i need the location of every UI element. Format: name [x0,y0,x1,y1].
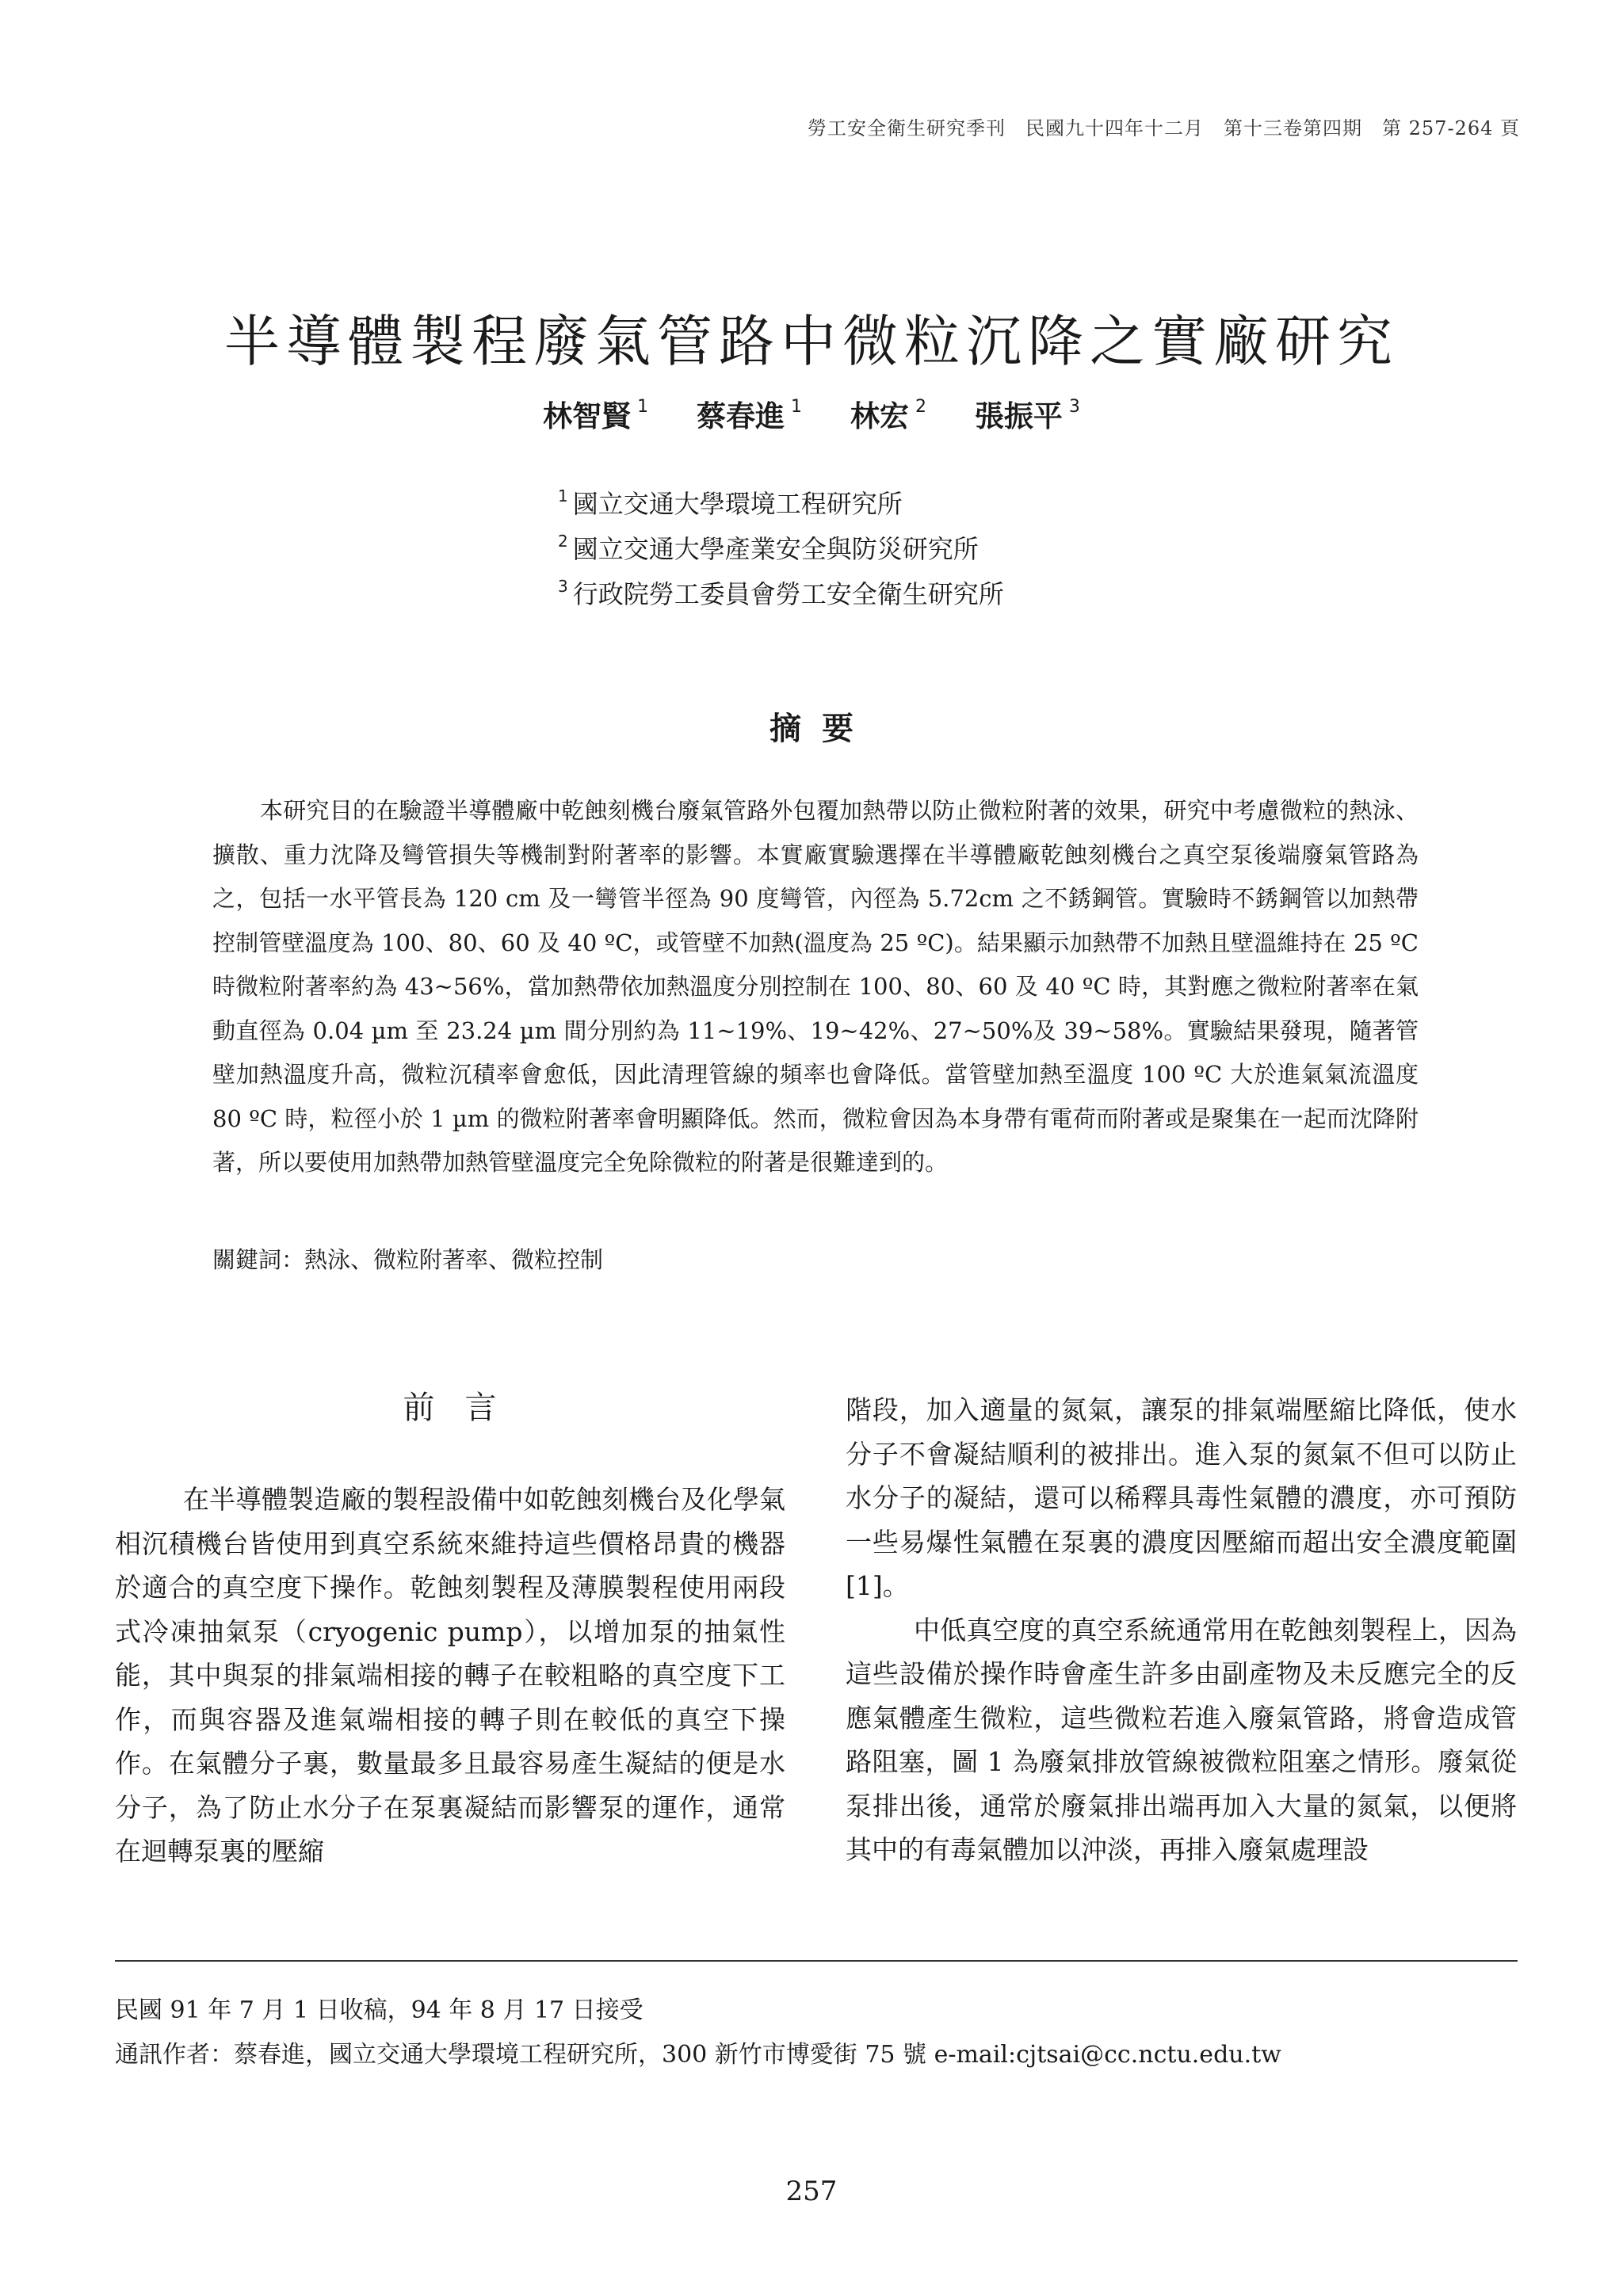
page-number: 257 [785,2176,838,2207]
affiliation: $^2$ 國立交通大學產業安全與防災研究所 [558,532,979,564]
right-column [846,1388,1517,1872]
running-header: 勞工安全衛生研究季刊 民國九十四年十二月 第十三卷第四期 第 257-264 頁 [808,117,1520,139]
intro-paragraph: 在半導體製造廠的製程設備中如乾蝕刻機台及化學氣相沉積機台皆使用到真空系統來維持這些價格昂貴的機器於適合的真空度下操作。乾蝕刻製程及薄膜製程使用兩段式冷凍抽氣泵（cryogenic pump），以增加泵的抽氣性能，其中與泵的排氣端相接的轉子在較粗略的真空度下工作，而與容器及進氣端相接的轉子則在較低的真空下操作。在氣體分子裏，數量最多且最容易產生凝結的便是水分子，為了防止水分子在泵裏凝結而影響泵的運作，通常在迴轉泵裏的壓縮 [115,1484,785,1867]
paper-title: 半導體製程廢氣管路中微粒沉降之實廠研究 [224,308,1399,374]
author: 林宏 $^2$ [850,397,926,433]
intro-heading: 前言 [403,1390,527,1426]
abstract-heading: 摘要 [769,711,874,747]
keywords: 關鍵詞：熱泳、微粒附著率、微粒控制 [212,1246,604,1273]
intro-paragraph: 中低真空度的真空系統通常用在乾蝕刻製程上，因為這些設備於操作時會產生許多由副產物及未反應完全的反應氣體產生微粒，這些微粒若進入廢氣管路，將會造成管路阻塞，圖 1 為廢氣排放管線被微粒阻塞之情形。廢氣從泵排出後，通常於廢氣排出端再加入大量的氮氣，以便將其中的有毒氣體加以沖淡，再排入廢氣處理設 [846,1614,1517,1865]
left-column [115,1478,785,1874]
author-list [0,392,1623,435]
affiliation-list [558,474,1004,609]
intro-paragraph: 階段，加入適量的氮氣，讓泵的排氣端壓縮比降低，使水分子不會凝結順利的被排出。進入泵的氮氣不但可以防止水分子的凝結，還可以稀釋具毒性氣體的濃度，亦可預防一些易爆性氣體在泵裏的濃度因壓縮而超出安全濃度範圍[1]。 [846,1394,1517,1601]
correspondence-note: 通訊作者：蔡春進，國立交通大學環境工程研究所，300 新竹市博愛街 75 號 e-mail:cjtsai@cc.nctu.edu.tw [115,2041,1281,2069]
abstract-body: 本研究目的在驗證半導體廠中乾蝕刻機台廢氣管路外包覆加熱帶以防止微粒附著的效果，研究中考慮微粒的熱泳、擴散、重力沈降及彎管損失等機制對附著率的影響。本實廠實驗選擇在半導體廠乾蝕刻機台之真空泵後端廢氣管路為之，包括一水平管長為 120 cm 及一彎管半徑為 90 度彎管，內徑為 5.72cm 之不銹鋼管。實驗時不銹鋼管以加熱帶控制管壁溫度為 100、80、60 及 40 ºC，或管壁不加熱(溫度為 25 ºC)。結果顯示加熱帶不加熱且壁溫維持在 25 ºC 時微粒附著率約為 43~56%，當加熱帶依加熱溫度分別控制在 100、80、60 及 40 ºC 時，其對應之微粒附著率在氣動直徑為 0.04 µm 至 23.24 µm 間分別約為 11~19%、19~42%、27~50%及 39~58%。實驗結果發現，隨著管壁加熱溫度升高，微粒沉積率會愈低，因此清理管線的頻率也會降低。當管壁加熱至溫度 100 ºC 大於進氣氣流溫度 80 ºC 時，粒徑小於 1 µm 的微粒附著率會明顯降低。然而，微粒會因為本身帶有電荷而附著或是聚集在一起而沈降附著，所以要使用加熱帶加熱管壁溫度完全免除微粒的附著是很難達到的。 [212,797,1419,1176]
affiliation: $^1$ 國立交通大學環境工程研究所 [558,486,903,519]
author: 張振平 $^3$ [974,397,1080,433]
author: 林智賢 $^1$ [543,397,649,433]
footnote-divider [115,1960,1518,1962]
received-date-note: 民國 91 年 7 月 1 日收稿，94 年 8 月 17 日接受 [115,1997,643,2024]
author: 蔡春進 $^1$ [697,397,803,433]
affiliation: $^3$ 行政院勞工委員會勞工安全衛生研究所 [558,577,1004,609]
